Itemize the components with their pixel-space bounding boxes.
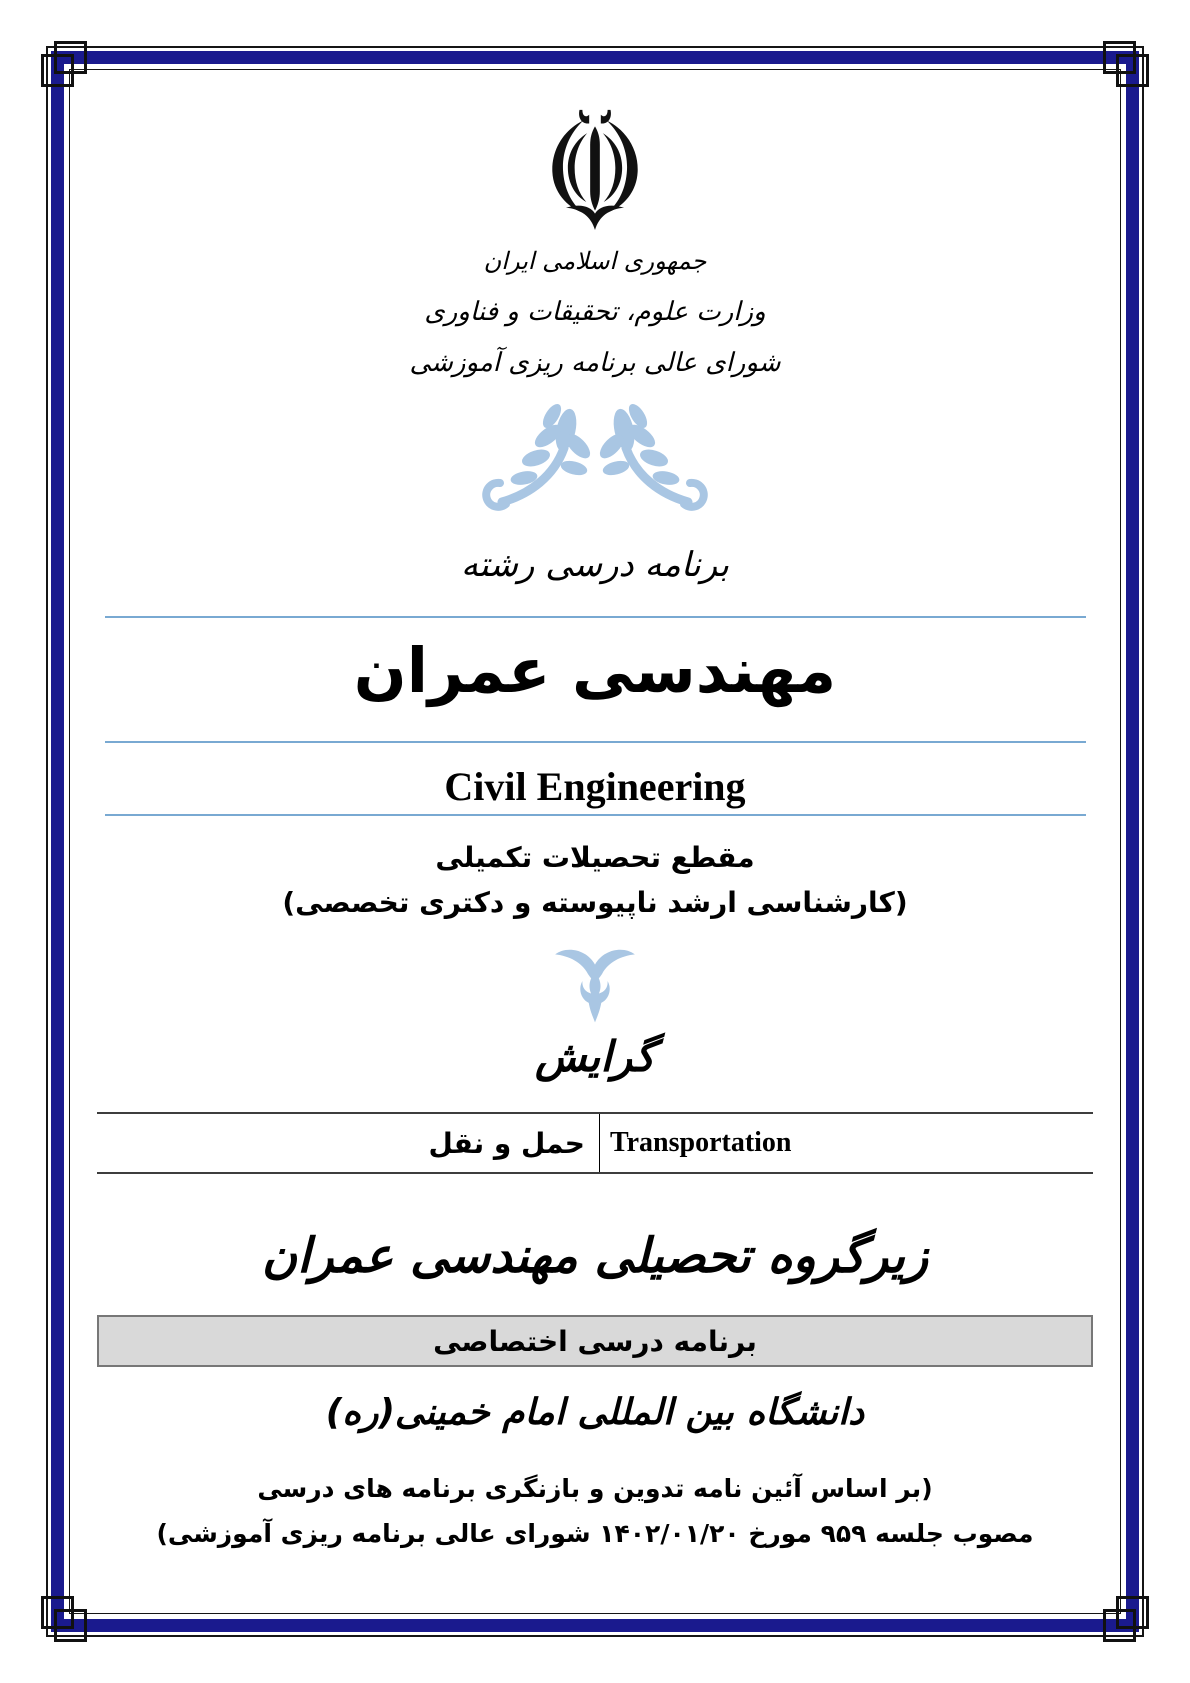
iran-emblem-icon <box>95 106 1095 236</box>
footnote-line-1: (بر اساس آئین نامه تدوین و بازنگری برنامه های درسی <box>257 1474 933 1503</box>
trefoil-ornament <box>95 938 1095 1028</box>
divider-rule <box>105 741 1086 743</box>
corner-ornament-top-right <box>1116 54 1149 87</box>
orientation-fa: حمل و نقل <box>428 1126 585 1160</box>
university-name-calligraphy: دانشگاه بین المللی امام خمینی(ره) <box>325 1392 865 1433</box>
specific-curriculum-banner-label: برنامه درسی اختصاصی <box>433 1324 757 1358</box>
header-council-line: شورای عالی برنامه ریزی آموزشی <box>409 348 781 378</box>
program-title-en: Civil Engineering <box>444 764 746 809</box>
subgroup-calligraphy: زیرگروه تحصیلی مهندسی عمران <box>261 1228 929 1284</box>
header-ministry-line: وزارت علوم، تحقیقات و فناوری <box>424 297 766 327</box>
divider-rule <box>105 616 1086 618</box>
orientation-cell-fa <box>97 1114 600 1172</box>
divider-rule <box>105 814 1086 816</box>
program-title-fa: مهندسی عمران <box>353 634 837 707</box>
orientation-en: Transportation <box>610 1127 792 1158</box>
orientation-table <box>97 1112 1093 1174</box>
program-degrees: (کارشناسی ارشد ناپیوسته و دکتری تخصصی) <box>282 886 908 919</box>
orientation-cell-en <box>600 1114 1093 1172</box>
program-level: مقطع تحصیلات تکمیلی <box>435 841 755 874</box>
floral-flourish-ornament <box>95 392 1095 520</box>
header-country-line: جمهوری اسلامی ایران <box>483 247 707 275</box>
program-intro-calligraphy: برنامه درسی رشته <box>461 545 729 585</box>
specific-curriculum-banner <box>97 1315 1093 1367</box>
footnote-line-2: مصوب جلسه ۹۵۹ مورخ ۱۴۰۲/۰۱/۲۰ شورای عالی برنامه ریزی آموزشی) <box>156 1519 1034 1548</box>
orientation-label-calligraphy: گرایش <box>534 1032 656 1081</box>
corner-ornament-bottom-left <box>41 1596 74 1629</box>
corner-ornament-top-left <box>41 54 74 87</box>
corner-ornament-bottom-right <box>1116 1596 1149 1629</box>
